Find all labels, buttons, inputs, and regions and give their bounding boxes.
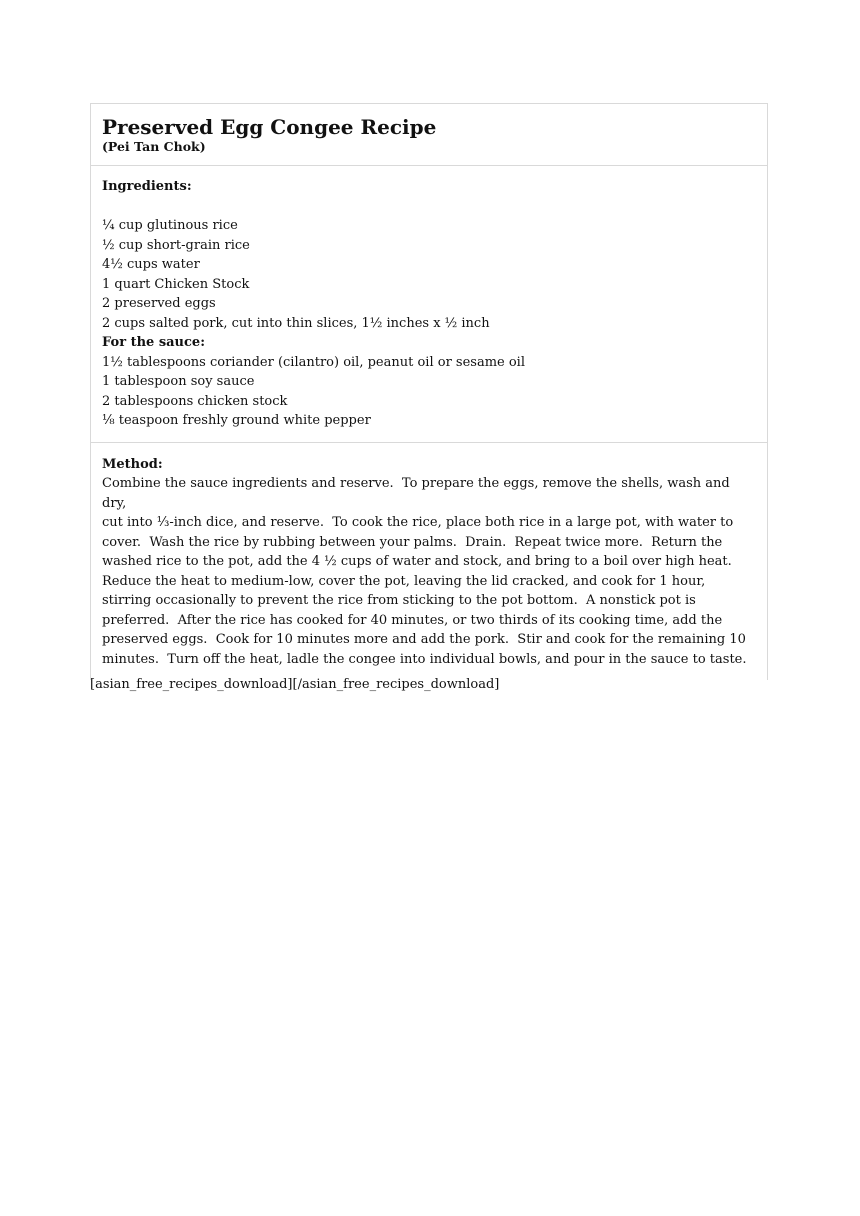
recipe-subtitle: (Pei Tan Chok) [102, 139, 206, 154]
ingredient-item: ¼ cup glutinous rice [102, 218, 238, 233]
method-line: Reduce the heat to medium-low, cover the pot, leaving the lid cracked, and cook for 1 hour, [102, 573, 706, 589]
recipe-card [90, 103, 768, 680]
ingredient-item: 2 cups salted pork, cut into thin slices, 1½ inches x ½ inch [102, 315, 490, 331]
recipe-header [91, 104, 767, 166]
ingredients-list [102, 216, 756, 333]
method-section [91, 443, 767, 681]
sauce-item: 1½ tablespoons coriander (cilantro) oil, peanut oil or sesame oil [102, 354, 526, 370]
ingredient-item: ½ cup short-grain rice [102, 237, 250, 253]
method-line: cut into ⅓-inch dice, and reserve. To cook the rice, place both rice in a large pot, with water to [102, 515, 734, 530]
method-line: preserved eggs. Cook for 10 minutes more and add the pork. Stir and cook for the remaining 10 [102, 632, 746, 647]
method-line: Combine the sauce ingredients and reserve. To prepare the eggs, remove the shells, wash and dry, [102, 476, 734, 511]
ingredients-section [91, 166, 767, 443]
method-line: minutes. Turn off the heat, ladle the congee into individual bowls, and pour in the sauce to taste. [102, 651, 747, 667]
sauce-item: 1 tablespoon soy sauce [102, 374, 255, 389]
sauce-item: 2 tablespoons chicken stock [102, 393, 288, 409]
method-line: washed rice to the pot, add the 4 ½ cups of water and stock, and bring to a boil over high heat. [102, 554, 732, 569]
recipe-title: Preserved Egg Congee Recipe [102, 115, 437, 139]
sauce-heading: For the sauce: [102, 335, 205, 350]
method-line: stirring occasionally to prevent the rice from sticking to the pot bottom. A nonstick pot is [102, 593, 696, 608]
ingredient-item: 4½ cups water [102, 257, 200, 272]
method-heading: Method: [102, 456, 163, 472]
ingredient-item: 1 quart Chicken Stock [102, 276, 250, 292]
ingredient-item: 2 preserved eggs [102, 296, 216, 311]
method-text [102, 474, 756, 669]
sauce-list [102, 353, 756, 431]
method-line: cover. Wash the rice by rubbing between your palms. Drain. Repeat twice more. Return the [102, 534, 723, 550]
ingredients-heading: Ingredients: [102, 179, 192, 194]
sauce-item: ⅛ teaspoon freshly ground white pepper [102, 413, 371, 428]
download-shortcode: [asian_free_recipes_download][/asian_free_recipes_download] [90, 677, 500, 692]
method-line: preferred. After the rice has cooked for 40 minutes, or two thirds of its cooking time, add the [102, 612, 723, 628]
